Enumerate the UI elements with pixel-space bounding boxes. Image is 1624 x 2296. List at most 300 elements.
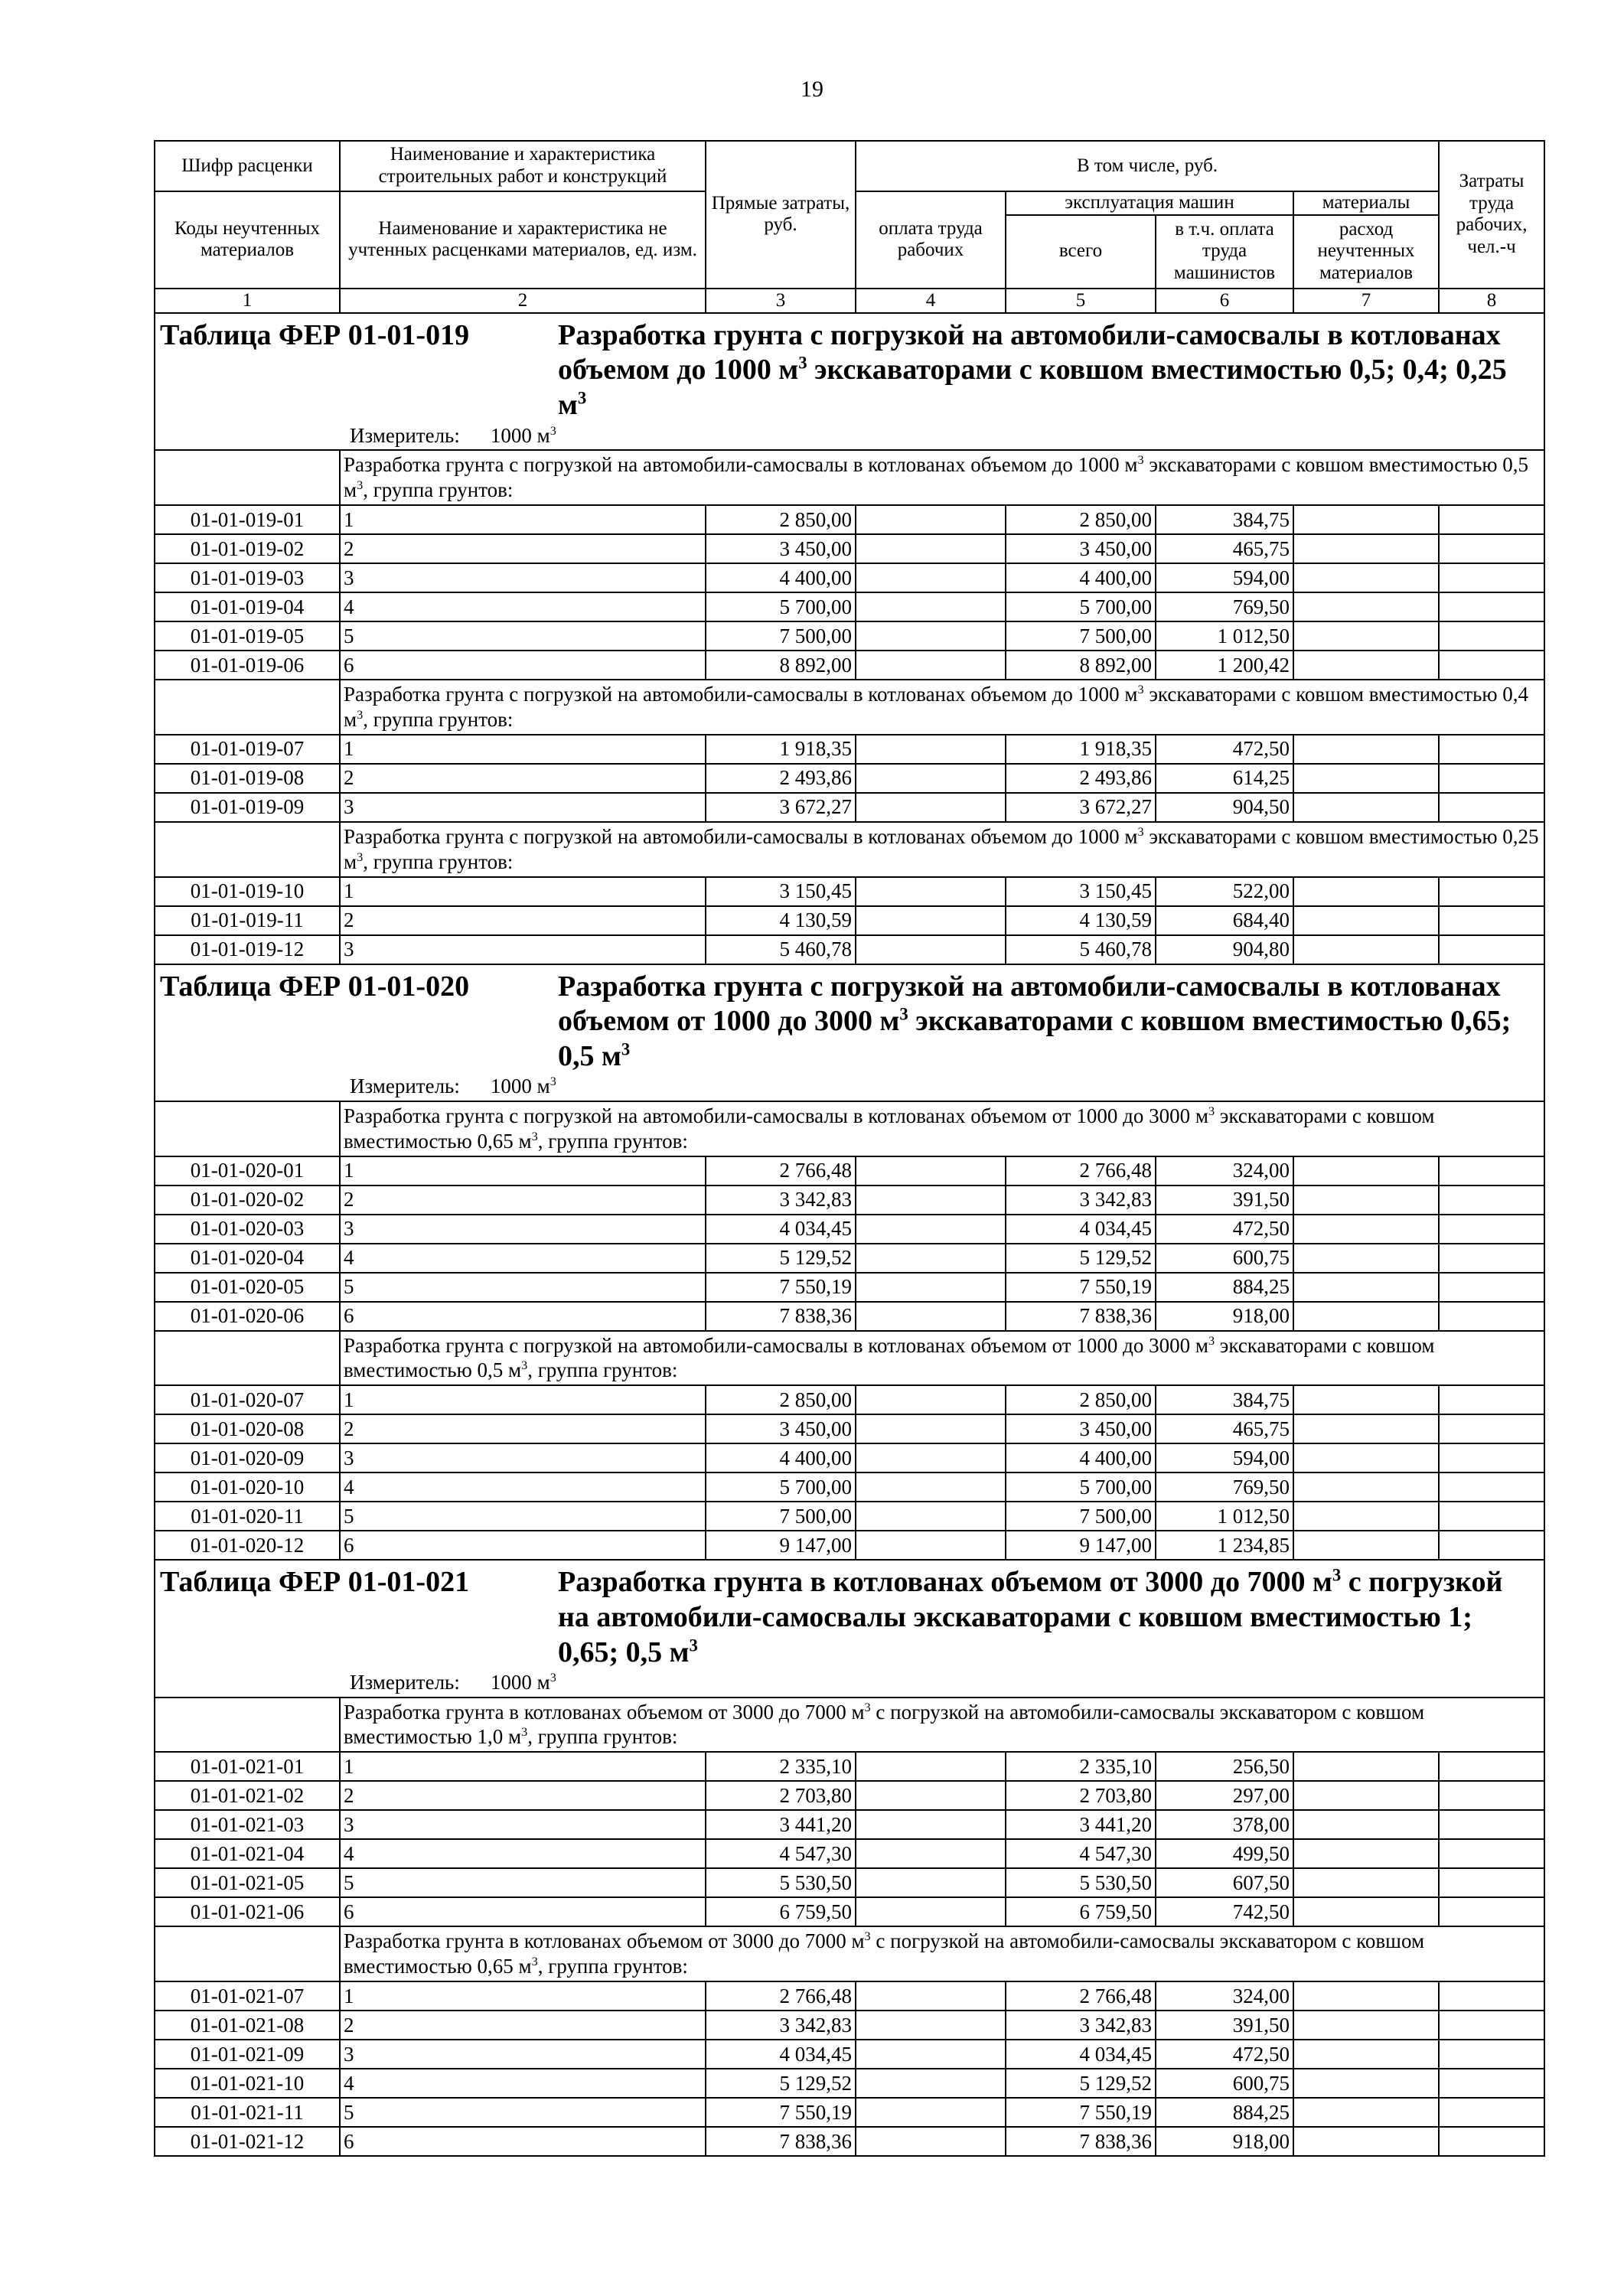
superscript-cube: 3 [798,353,807,373]
header-oplata: оплата труда рабочих [856,191,1006,289]
direct-cost: 4 547,30 [706,1839,856,1868]
superscript-cube: 3 [531,1955,538,1969]
column-numbers [155,289,1544,313]
machine-cost: 3 441,20 [1006,1810,1156,1839]
machine-cost: 4 400,00 [1006,563,1156,592]
superscript-cube: 3 [1208,1333,1215,1348]
rate-code: 01-01-021-11 [155,2098,340,2127]
machinist-labor-cost: 769,50 [1156,1473,1293,1502]
soil-group: 2 [340,534,706,563]
rate-code: 01-01-019-12 [155,935,340,964]
soil-group: 1 [340,1981,706,2011]
machine-cost: 3 150,45 [1006,877,1156,906]
table-section-heading [155,313,1544,450]
labor-hours [1439,2069,1544,2098]
machinist-labor-cost: 594,00 [1156,563,1293,592]
machine-cost: 4 130,59 [1006,906,1156,935]
rate-code: 01-01-020-04 [155,1244,340,1273]
labor-cost [856,1502,1006,1531]
materials-cost [1293,1156,1439,1186]
column-number: 3 [706,289,856,313]
soil-group: 2 [340,906,706,935]
labor-hours [1439,935,1544,964]
rate-code: 01-01-019-06 [155,651,340,680]
section-label: Таблица ФЕР 01-01-021 [160,1566,470,1599]
rate-code: 01-01-019-04 [155,592,340,621]
machinist-labor-cost: 1 012,50 [1156,1502,1293,1531]
rate-code: 01-01-019-07 [155,735,340,764]
materials-cost [1293,1186,1439,1215]
section-cell [155,1560,1544,1697]
labor-hours [1439,651,1544,680]
labor-hours [1439,2098,1544,2127]
rate-code: 01-01-019-02 [155,534,340,563]
table-row [155,1839,1544,1868]
rate-code: 01-01-021-02 [155,1781,340,1810]
labor-hours [1439,2011,1544,2040]
machine-cost: 7 500,00 [1006,621,1156,651]
group-heading [340,1926,1544,1981]
soil-group: 6 [340,2127,706,2156]
machinist-labor-cost: 499,50 [1156,1839,1293,1868]
table-row [155,505,1544,534]
labor-cost [856,935,1006,964]
table-row [155,1752,1544,1781]
header-zatraty: Затраты труда рабочих, чел.-ч [1439,141,1544,289]
machine-cost: 4 034,45 [1006,1215,1156,1244]
labor-cost [856,2127,1006,2156]
materials-cost [1293,1502,1439,1531]
superscript-cube: 3 [357,850,364,864]
soil-group: 1 [340,505,706,534]
rate-code: 01-01-019-01 [155,505,340,534]
soil-group: 6 [340,651,706,680]
soil-group: 3 [340,563,706,592]
soil-group: 6 [340,1531,706,1560]
direct-cost: 5 129,52 [706,2069,856,2098]
soil-group: 4 [340,2069,706,2098]
table-row [155,2040,1544,2069]
labor-hours [1439,1502,1544,1531]
soil-group: 3 [340,2040,706,2069]
direct-cost: 2 493,86 [706,764,856,793]
machine-cost: 3 342,83 [1006,2011,1156,2040]
labor-hours [1439,1839,1544,1868]
machinist-labor-cost: 600,75 [1156,1244,1293,1273]
direct-cost: 3 342,83 [706,2011,856,2040]
section-title-text: Разработка грунта с погрузкой на автомобили-самосвалы в котлованах объемом от 1000 до 3000 м [558,970,1501,1038]
superscript-cube: 3 [1137,824,1144,839]
machine-cost: 2 703,80 [1006,1781,1156,1810]
labor-cost [856,1156,1006,1186]
superscript-cube: 3 [549,423,556,438]
materials-cost [1293,563,1439,592]
labor-cost [856,1752,1006,1781]
superscript-cube: 3 [521,1358,528,1373]
empty-cell [155,822,340,877]
group-heading-text: Разработка грунта с погрузкой на автомобили-самосвалы в котлованах объемом до 1000 м [344,682,1138,706]
direct-cost: 2 850,00 [706,1385,856,1414]
labor-cost [856,2040,1006,2069]
labor-hours [1439,1443,1544,1473]
direct-cost: 3 342,83 [706,1186,856,1215]
materials-cost [1293,1752,1439,1781]
group-heading [340,680,1544,735]
machine-cost: 7 838,36 [1006,1302,1156,1331]
rate-code: 01-01-021-03 [155,1810,340,1839]
table-row [155,1156,1544,1186]
superscript-cube: 3 [864,1700,871,1714]
header-ekspl: эксплуатация машин [1006,191,1293,215]
group-heading-text: Разработка грунта с погрузкой на автомобили-самосвалы в котлованах объемом до 1000 м [344,452,1138,476]
labor-hours [1439,1752,1544,1781]
labor-cost [856,1810,1006,1839]
column-number: 4 [856,289,1006,313]
labor-cost [856,2098,1006,2127]
machine-cost: 6 759,50 [1006,1897,1156,1926]
meter-label: Измеритель: [350,1075,460,1098]
labor-hours [1439,1215,1544,1244]
table-row [155,1502,1544,1531]
labor-hours [1439,1244,1544,1273]
rate-code: 01-01-020-10 [155,1473,340,1502]
machine-cost: 2 766,48 [1006,1981,1156,2011]
direct-cost: 2 766,48 [706,1156,856,1186]
machinist-labor-cost: 600,75 [1156,2069,1293,2098]
soil-group: 4 [340,592,706,621]
machinist-labor-cost: 256,50 [1156,1752,1293,1781]
soil-group: 1 [340,1752,706,1781]
rate-code: 01-01-020-05 [155,1273,340,1302]
labor-cost [856,621,1006,651]
materials-cost [1293,877,1439,906]
machinist-labor-cost: 918,00 [1156,1302,1293,1331]
group-heading-text: экскаваторами с ковшом вместимостью 0,65 м [344,1104,1435,1153]
labor-cost [856,1897,1006,1926]
section-label: Таблица ФЕР 01-01-019 [160,318,470,351]
empty-cell [155,1698,340,1753]
group-heading-text: с погрузкой на автомобили-самосвалы экскаватором с ковшом вместимостью 1,0 м [344,1700,1425,1749]
soil-group: 1 [340,735,706,764]
group-heading [340,1101,1544,1156]
table-row [155,906,1544,935]
materials-cost [1293,505,1439,534]
group-heading-row [155,450,1544,505]
soil-group: 1 [340,877,706,906]
machine-cost: 3 450,00 [1006,534,1156,563]
header-materialy: материалы [1293,191,1439,215]
machine-cost: 2 850,00 [1006,1385,1156,1414]
labor-cost [856,1868,1006,1897]
materials-cost [1293,2069,1439,2098]
section-title-text: Разработка грунта в котлованах объемом от 3000 до 7000 м [558,1566,1332,1599]
header-rashod: расход неучтенных материалов [1293,215,1439,289]
section-meter [350,1671,1536,1693]
table-row [155,1244,1544,1273]
machine-cost: 7 500,00 [1006,1502,1156,1531]
labor-hours [1439,505,1544,534]
rate-code: 01-01-019-03 [155,563,340,592]
table-row [155,1273,1544,1302]
superscript-cube: 3 [577,388,587,408]
materials-cost [1293,1385,1439,1414]
soil-group: 5 [340,1502,706,1531]
superscript-cube: 3 [549,1075,556,1089]
empty-cell [155,1331,340,1386]
labor-hours [1439,592,1544,621]
superscript-cube: 3 [357,707,364,722]
materials-cost [1293,1414,1439,1443]
table-row [155,2127,1544,2156]
superscript-cube: 3 [1137,452,1144,467]
machine-cost: 5 700,00 [1006,1473,1156,1502]
superscript-cube: 3 [549,1671,556,1685]
soil-group: 1 [340,1156,706,1186]
machinist-labor-cost: 472,50 [1156,735,1293,764]
machinist-labor-cost: 324,00 [1156,1156,1293,1186]
soil-group: 2 [340,1414,706,1443]
machine-cost: 5 129,52 [1006,1244,1156,1273]
labor-cost [856,651,1006,680]
section-heading [160,1565,1536,1670]
machine-cost: 5 460,78 [1006,935,1156,964]
machine-cost: 7 550,19 [1006,2098,1156,2127]
machine-cost: 3 672,27 [1006,793,1156,822]
labor-hours [1439,1273,1544,1302]
header-vsego: всего [1006,215,1156,289]
table-row [155,1385,1544,1414]
materials-cost [1293,534,1439,563]
table-row [155,1414,1544,1443]
header-naim-ne: Наименование и характеристика не учтенных расценками материалов, ед. изм. [340,191,706,289]
machine-cost: 2 493,86 [1006,764,1156,793]
table-row [155,935,1544,964]
materials-cost [1293,2098,1439,2127]
machinist-labor-cost: 378,00 [1156,1810,1293,1839]
machine-cost: 5 129,52 [1006,2069,1156,2098]
soil-group: 4 [340,1473,706,1502]
direct-cost: 7 838,36 [706,2127,856,2156]
machinist-labor-cost: 904,50 [1156,793,1293,822]
labor-cost [856,1839,1006,1868]
materials-cost [1293,2040,1439,2069]
section-title-text: Разработка грунта с погрузкой на автомобили-самосвалы в котлованах объемом до 1000 м [558,318,1501,386]
table-row [155,621,1544,651]
section-heading [160,318,1536,423]
group-heading-text: экскаваторами с ковшом вместимостью 0,25 м [344,824,1539,873]
section-meter [350,1075,1536,1097]
group-heading-text: экскаваторами с ковшом вместимостью 0,5 м [344,452,1529,501]
header-kody: Коды неучтенных материалов [155,191,340,289]
group-heading-row [155,680,1544,735]
labor-hours [1439,906,1544,935]
table-row [155,1186,1544,1215]
table-row [155,2011,1544,2040]
materials-cost [1293,1473,1439,1502]
group-heading [340,1331,1544,1386]
labor-hours [1439,2127,1544,2156]
column-number: 5 [1006,289,1156,313]
group-heading-text: , группа грунтов: [363,478,514,501]
direct-cost: 4 034,45 [706,2040,856,2069]
labor-cost [856,793,1006,822]
table-row [155,1781,1544,1810]
rate-code: 01-01-019-08 [155,764,340,793]
labor-cost [856,1385,1006,1414]
soil-group: 6 [340,1897,706,1926]
group-heading-text: , группа грунтов: [537,1955,688,1978]
labor-hours [1439,735,1544,764]
direct-cost: 2 766,48 [706,1981,856,2011]
table-row [155,1443,1544,1473]
machine-cost: 3 342,83 [1006,1186,1156,1215]
soil-group: 1 [340,1385,706,1414]
rate-code: 01-01-020-07 [155,1385,340,1414]
group-heading-text: , группа грунтов: [363,707,514,731]
materials-cost [1293,1215,1439,1244]
superscript-cube: 3 [621,1039,631,1059]
machinist-labor-cost: 472,50 [1156,1215,1293,1244]
labor-cost [856,877,1006,906]
direct-cost: 9 147,00 [706,1531,856,1560]
labor-hours [1439,793,1544,822]
materials-cost [1293,651,1439,680]
table-row [155,563,1544,592]
table-row [155,793,1544,822]
empty-cell [155,1101,340,1156]
rates-table [154,140,1545,2157]
rate-code: 01-01-020-02 [155,1186,340,1215]
labor-cost [856,1186,1006,1215]
machine-cost: 9 147,00 [1006,1531,1156,1560]
column-number: 7 [1293,289,1439,313]
direct-cost: 4 400,00 [706,563,856,592]
labor-cost [856,1244,1006,1273]
direct-cost: 5 530,50 [706,1868,856,1897]
direct-cost: 5 700,00 [706,592,856,621]
group-heading-text: , группа грунтов: [527,1358,678,1382]
rate-code: 01-01-020-01 [155,1156,340,1186]
section-title [558,970,1536,1075]
materials-cost [1293,1244,1439,1273]
rate-code: 01-01-020-12 [155,1531,340,1560]
labor-cost [856,1473,1006,1502]
table-row [155,764,1544,793]
materials-cost [1293,793,1439,822]
soil-group: 4 [340,1244,706,1273]
machinist-labor-cost: 384,75 [1156,1385,1293,1414]
labor-cost [856,1781,1006,1810]
labor-hours [1439,1897,1544,1926]
superscript-cube: 3 [1332,1565,1342,1585]
labor-cost [856,2011,1006,2040]
machinist-labor-cost: 1 012,50 [1156,621,1293,651]
soil-group: 3 [340,1443,706,1473]
labor-hours [1439,1302,1544,1331]
soil-group: 2 [340,2011,706,2040]
labor-cost [856,1273,1006,1302]
table-row [155,2069,1544,2098]
machine-cost: 8 892,00 [1006,651,1156,680]
rate-code: 01-01-021-05 [155,1868,340,1897]
table-row [155,1302,1544,1331]
header-pryamye: Прямые затраты, руб. [706,141,856,289]
table-row [155,1473,1544,1502]
group-heading-row [155,1101,1544,1156]
group-heading-row [155,1698,1544,1753]
machinist-labor-cost: 607,50 [1156,1868,1293,1897]
machine-cost: 7 550,19 [1006,1273,1156,1302]
direct-cost: 5 129,52 [706,1244,856,1273]
column-number: 2 [340,289,706,313]
meter-value: 1000 м [490,423,550,447]
direct-cost: 4 400,00 [706,1443,856,1473]
machine-cost: 5 530,50 [1006,1868,1156,1897]
direct-cost: 7 550,19 [706,1273,856,1302]
soil-group: 3 [340,1810,706,1839]
materials-cost [1293,1897,1439,1926]
direct-cost: 3 441,20 [706,1810,856,1839]
rate-code: 01-01-021-12 [155,2127,340,2156]
labor-hours [1439,1156,1544,1186]
labor-cost [856,1443,1006,1473]
labor-hours [1439,1414,1544,1443]
materials-cost [1293,1443,1439,1473]
group-heading-text: , группа грунтов: [527,1725,678,1749]
soil-group: 4 [340,1839,706,1868]
machinist-labor-cost: 472,50 [1156,2040,1293,2069]
labor-cost [856,764,1006,793]
machinist-labor-cost: 594,00 [1156,1443,1293,1473]
direct-cost: 8 892,00 [706,651,856,680]
section-cell [155,313,1544,450]
labor-cost [856,563,1006,592]
machinist-labor-cost: 465,75 [1156,534,1293,563]
meter-value: 1000 м [490,1075,550,1098]
direct-cost: 3 150,45 [706,877,856,906]
machinist-labor-cost: 324,00 [1156,1981,1293,2011]
direct-cost: 7 500,00 [706,621,856,651]
materials-cost [1293,906,1439,935]
machine-cost: 3 450,00 [1006,1414,1156,1443]
machinist-labor-cost: 684,40 [1156,906,1293,935]
section-meter [350,425,1536,446]
empty-cell [155,450,340,505]
machine-cost: 2 850,00 [1006,505,1156,534]
machine-cost: 2 335,10 [1006,1752,1156,1781]
group-heading-text: , группа грунтов: [363,850,514,873]
machinist-labor-cost: 391,50 [1156,2011,1293,2040]
materials-cost [1293,1273,1439,1302]
table-row [155,2098,1544,2127]
table-row [155,1897,1544,1926]
soil-group: 5 [340,1868,706,1897]
labor-cost [856,534,1006,563]
labor-hours [1439,1186,1544,1215]
labor-cost [856,2069,1006,2098]
table-row [155,651,1544,680]
materials-cost [1293,1810,1439,1839]
materials-cost [1293,1839,1439,1868]
rate-code: 01-01-019-05 [155,621,340,651]
group-heading-text: Разработка грунта с погрузкой на автомобили-самосвалы в котлованах объемом от 1000 до 3000 м [344,1104,1208,1127]
materials-cost [1293,735,1439,764]
labor-hours [1439,877,1544,906]
machine-cost: 4 034,45 [1006,2040,1156,2069]
machine-cost: 1 918,35 [1006,735,1156,764]
rate-code: 01-01-019-11 [155,906,340,935]
meter-value: 1000 м [490,1671,550,1694]
